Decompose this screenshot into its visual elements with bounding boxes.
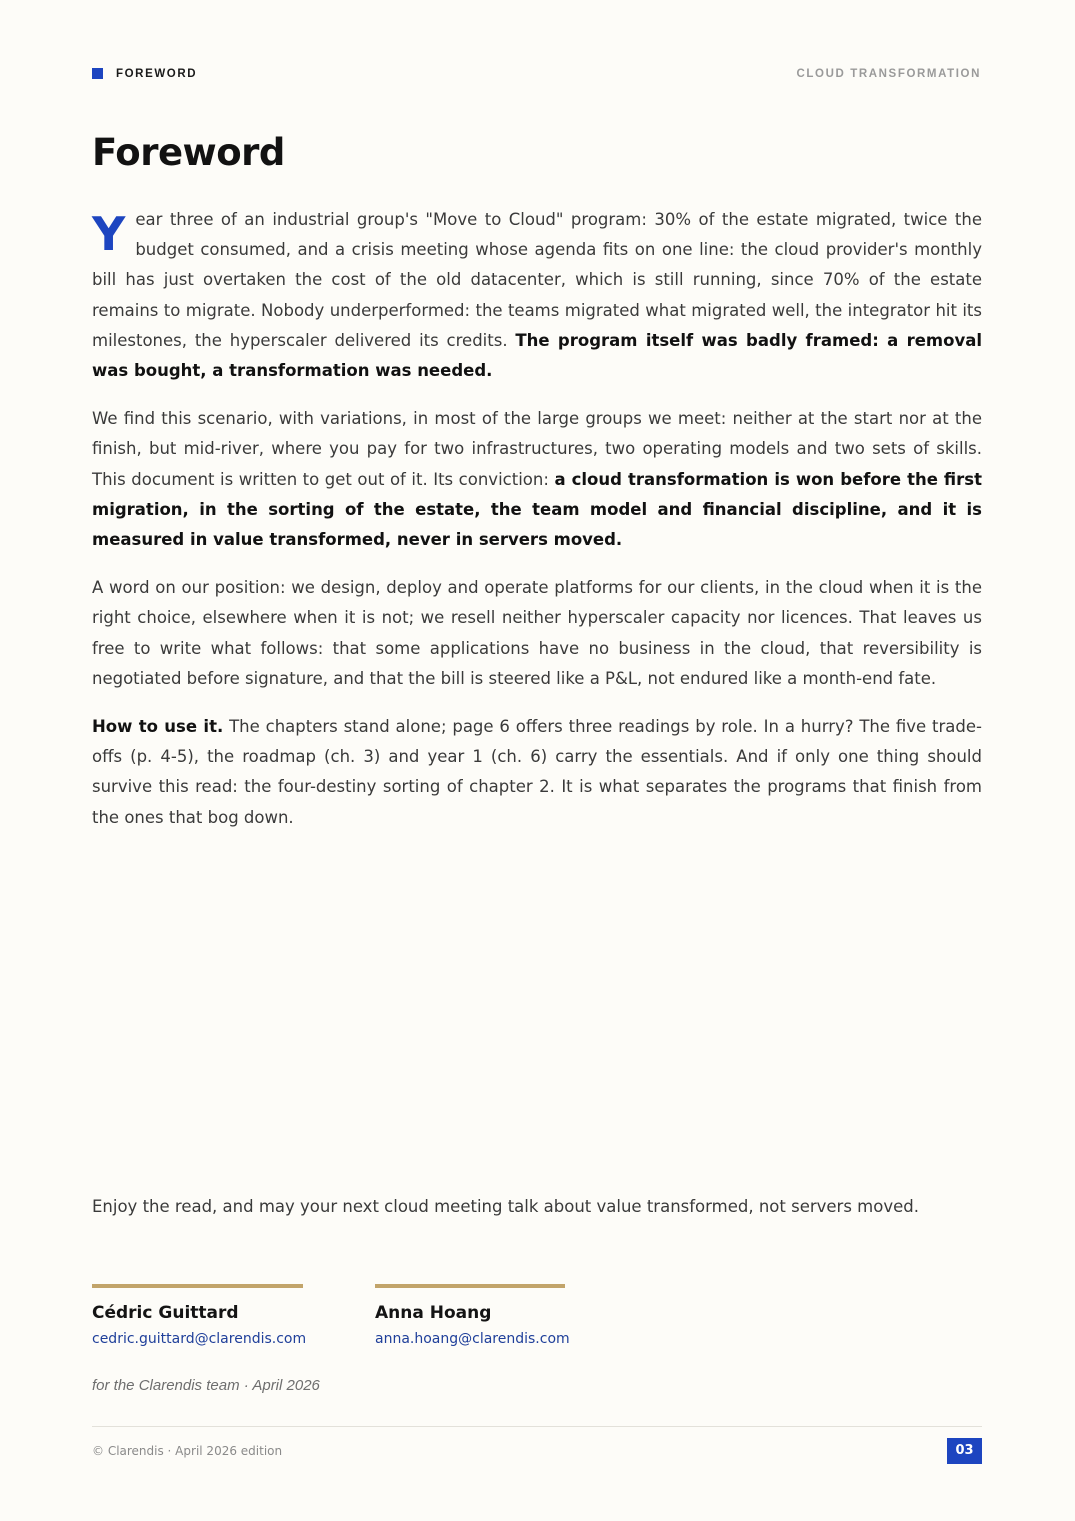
page-number-badge: 03 bbox=[947, 1438, 982, 1464]
foreword-body bbox=[92, 205, 982, 851]
signatory-rule bbox=[375, 1284, 565, 1288]
paragraph-4-text: The chapters stand alone; page 6 offers three readings by role. In a hurry? The five trade-offs (p. 4-5), the roadmap (ch. 3) and year 1 (ch. 6) carry the essentials. And if only one thing should survive this read: the four-destiny sorting of chapter 2. It is what separates the programs that finish from the ones that bog down. bbox=[92, 717, 982, 827]
page-title: Foreword bbox=[92, 131, 285, 174]
paragraph-1-emphasis: The program itself was badly framed: a removal was bought, a transformation was needed. bbox=[92, 330, 982, 381]
signoff: for the Clarendis team · April 2026 bbox=[92, 1377, 320, 1394]
signatory-email-link[interactable]: cedric.guittard@clarendis.com bbox=[92, 1331, 307, 1347]
section-marker-square bbox=[92, 68, 103, 79]
paragraph-1 bbox=[92, 205, 982, 386]
paragraph-2-emphasis: a cloud transformation is won before the first migration, in the sorting of the estate, the team model and financial discipline, and it is measured in value transformed, never in servers moved. bbox=[92, 469, 982, 550]
copyright: © Clarendis · April 2026 edition bbox=[92, 1444, 283, 1458]
signatory-name: Anna Hoang bbox=[375, 1303, 492, 1323]
paragraph-3 bbox=[92, 573, 982, 694]
closing-line: Enjoy the read, and may your next cloud meeting talk about value transformed, not servers moved. bbox=[92, 1197, 919, 1216]
paragraph-3-text: A word on our position: we design, deploy and operate platforms for our clients, in the cloud when it is the right choice, elsewhere when it is not; we resell neither hyperscaler capacity nor licences. That leaves us free to write what follows: that some applications have no business in the cloud, that reversibility is negotiated before signature, and that the bill is steered like a P&L, not endured like a month-end fate. bbox=[92, 578, 982, 688]
signatory-2 bbox=[375, 1284, 570, 1348]
paragraph-2 bbox=[92, 404, 982, 555]
signatory-rule bbox=[92, 1284, 303, 1288]
running-header bbox=[92, 66, 981, 82]
signatory-name: Cédric Guittard bbox=[92, 1303, 239, 1323]
footer-divider bbox=[92, 1426, 982, 1427]
document-label: CLOUD TRANSFORMATION bbox=[796, 68, 981, 80]
section-label: FOREWORD bbox=[116, 68, 198, 80]
paragraph-4-lead: How to use it. bbox=[92, 717, 224, 737]
signatory-email-link[interactable]: anna.hoang@clarendis.com bbox=[375, 1331, 570, 1347]
paragraph-1-text: ear three of an industrial group's "Move to Cloud" program: 30% of the estate migrated, twice the budget consumed, and a crisis meeting whose agenda fits on one line: the cloud provider's monthly bill has just overtaken the cost of the old datacenter, which is still running, since 70% of the estate remains to migrate. Nobody underperformed: the teams migrated what migrated well, the integrator hit its milestones, the hyperscaler delivered its credits. bbox=[92, 210, 982, 350]
paragraph-4 bbox=[92, 712, 982, 833]
paragraph-2-text: We find this scenario, with variations, in most of the large groups we meet: neither at the start nor at the finish, but mid-river, where you pay for two infrastructures, two operating models and two sets of skills. This document is written to get out of it. Its conviction: bbox=[92, 409, 982, 489]
drop-cap: Y bbox=[92, 207, 126, 261]
signatory-1 bbox=[92, 1284, 307, 1348]
